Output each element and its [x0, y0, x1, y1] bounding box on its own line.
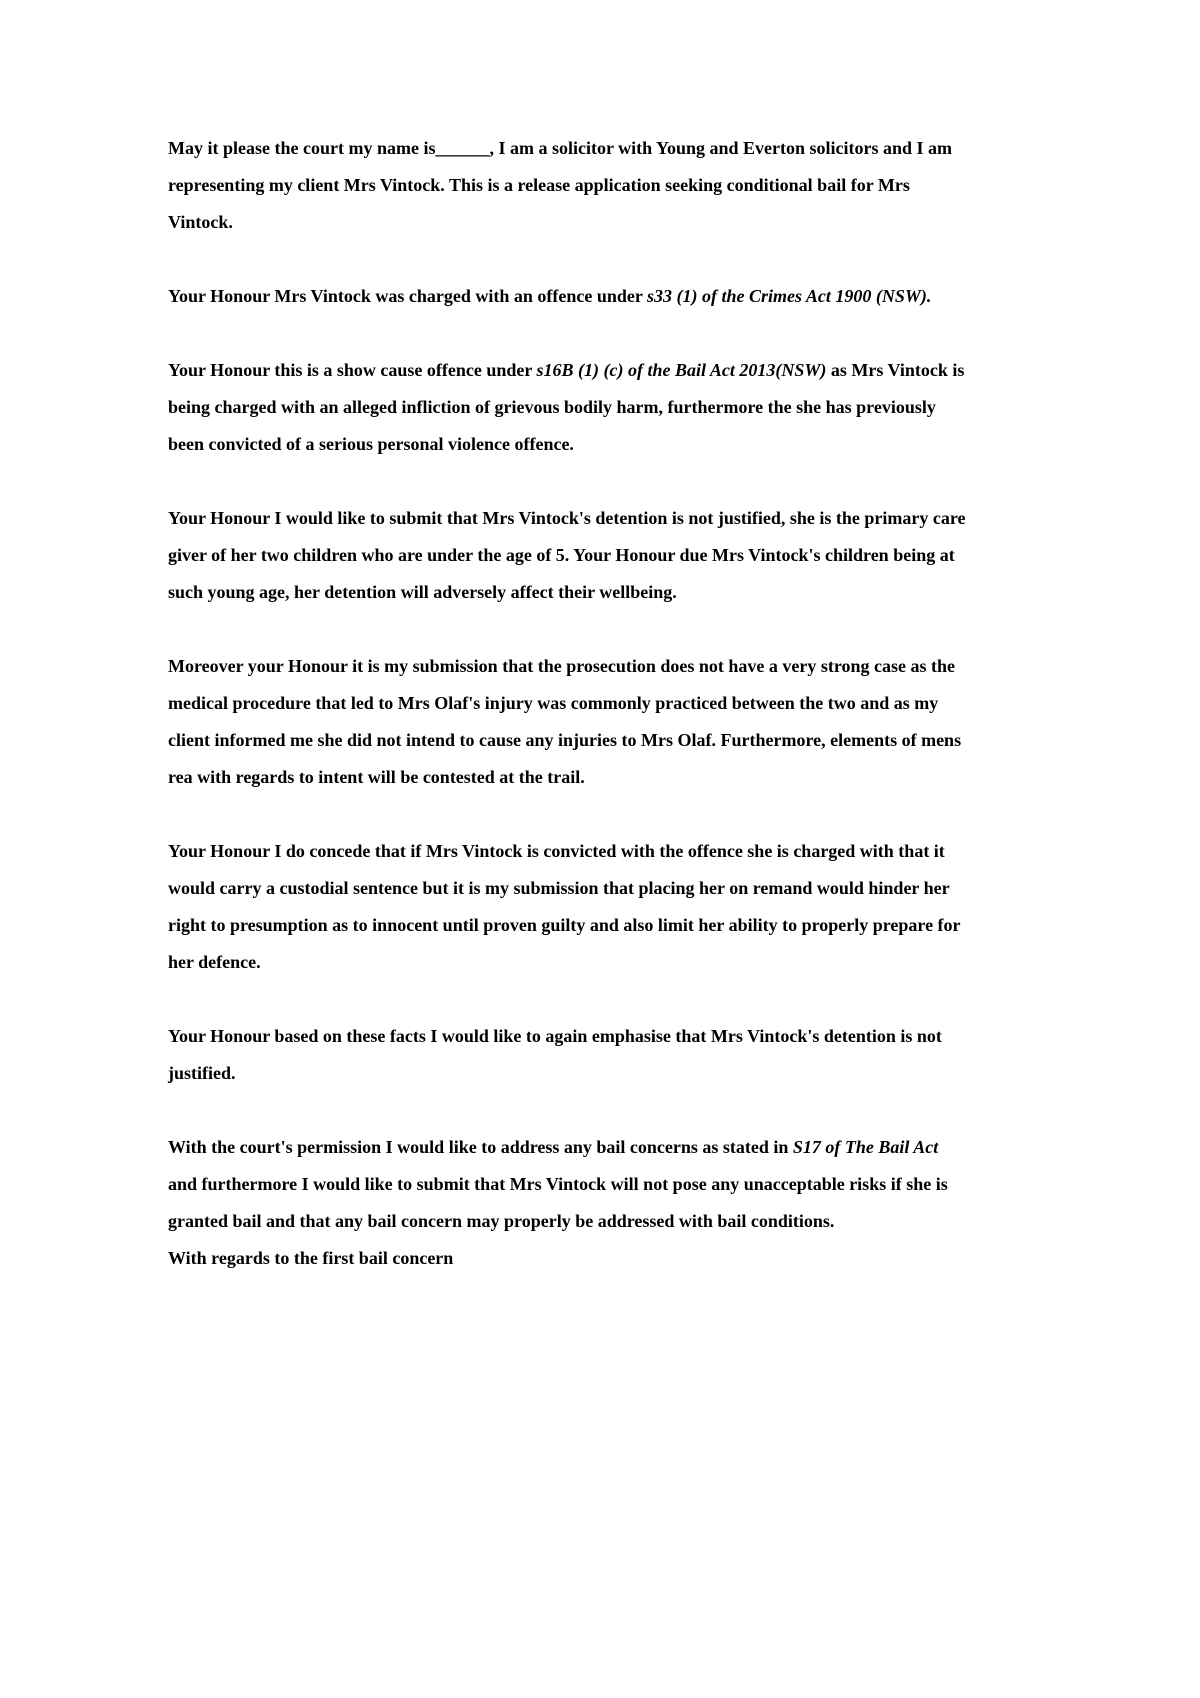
text-run: Your Honour I do concede that if Mrs Vintock is convicted with the offence she is charged with that it would carry a custodial sentence but it is my submission that placing her on remand would hinder her right to presumption as to innocent until proven guilty and also limit her ability to properly prepare for her defence. — [168, 841, 961, 972]
text-run: Moreover your Honour it is my submission that the prosecution does not have a very strong case as the medical procedure that led to Mrs Olaf's injury was commonly practiced between the two and as my client informed me she did not intend to cause any injuries to Mrs Olaf. Furthermore, elements of mens rea with regards to intent will be contested at the trail. — [168, 656, 962, 787]
citation-s17-bail-act: S17 of The Bail Act — [792, 1137, 939, 1157]
paragraph-bail-concerns — [168, 1129, 968, 1240]
paragraph-emphasis — [168, 1018, 968, 1092]
document-body — [168, 130, 968, 1277]
paragraph-detention-not-justified — [168, 500, 968, 611]
text-run: Your Honour based on these facts I would like to again emphasise that Mrs Vintock's detention is not justified. — [168, 1026, 942, 1083]
citation-bail-act: s16B (1) (c) of the Bail Act 2013(NSW) — [536, 360, 827, 380]
text-run: and furthermore I would like to submit that Mrs Vintock will not pose any unacceptable risks if she is granted bail and that any bail concern may properly be addressed with bail conditions. — [168, 1174, 948, 1231]
paragraph-first-bail-concern — [168, 1240, 968, 1277]
text-run: May it please the court my name is______, I am a solicitor with Young and Everton solicitors and I am representing my client Mrs Vintock. This is a release application seeking conditional bail for Mrs Vintock. — [168, 138, 952, 232]
text-run: Your Honour I would like to submit that Mrs Vintock's detention is not justified, she is the primary care giver of her two children who are under the age of 5. Your Honour due Mrs Vintock's children being at such young age, her detention will adversely affect their wellbeing. — [168, 508, 966, 602]
text-run: With regards to the first bail concern — [168, 1248, 454, 1268]
text-run: as Mrs Vintock is being charged with an alleged infliction of grievous bodily harm, furthermore the she has previously been convicted of a serious personal violence offence. — [168, 360, 965, 454]
paragraph-show-cause — [168, 352, 968, 463]
text-run: With the court's permission I would like to address any bail concerns as stated in — [168, 1137, 793, 1157]
paragraph-concession — [168, 833, 968, 981]
paragraph-intro — [168, 130, 968, 241]
citation-crimes-act: s33 (1) of the Crimes Act 1900 (NSW). — [647, 286, 932, 306]
text-run: Your Honour Mrs Vintock was charged with an offence under — [168, 286, 648, 306]
paragraph-prosecution-case — [168, 648, 968, 796]
text-run: Your Honour this is a show cause offence under — [168, 360, 537, 380]
paragraph-charge — [168, 278, 968, 315]
